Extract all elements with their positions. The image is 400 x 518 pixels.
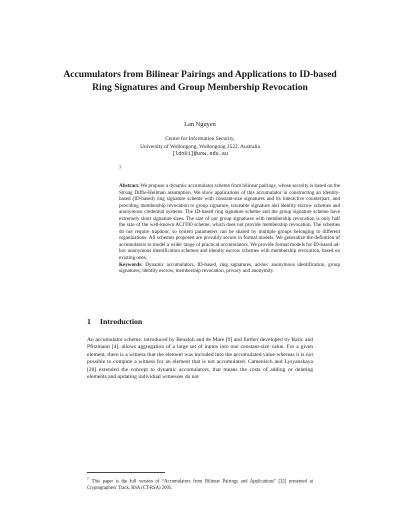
affiliation — [0, 136, 400, 159]
keywords-label: Keywords: — [119, 261, 143, 268]
section-title: Introduction — [99, 317, 143, 326]
footnote-symbol: ? — [87, 477, 89, 481]
footnote-marker: ? — [119, 166, 122, 171]
footnote-rule — [87, 472, 165, 473]
affiliation-line-1: Centre for Information Security, — [165, 136, 235, 142]
introduction-paragraph: An accumulator scheme, introduced by Benaloh and de Mare [9] and further developed by Baric and Pfitzmann [4], allows aggregation of a large set of inputs into one constant-size value. For a given element, there is a witness that the element was included into the accumulated value whereas it is not possible to compute a witness for an element that is not accumulated. Camenisch and Lysyanskaya [20] extended the concept to dynamic accumulators, that means the costs of adding or deleting elements and updating individual witnesses do not — [87, 337, 313, 381]
footnote-text: This paper is the full version of “Accumulators from Bilinear Pairings and Applications” [32] presented at Cryptographers' Track, RSA (CT-RSA) 2005. — [87, 479, 313, 491]
abstract — [119, 183, 340, 275]
abstract-text: We propose a dynamic accumulator scheme from bilinear pairings, whose security is based on the Strong Diffie-Hellman assumption. We show applications of this accumulator in constructing an identity-based (ID-based) ring signature scheme with constant-size signatures and its interactive counterpart, and providing membership revocation to group signature, traceable signature and identity escrow schemes and anonymous credential systems. The ID-based ring signature scheme and the group signature scheme have extremely short signature sizes. The size of our group signatures with membership revocation is only half the size of the well-known ACJT00 scheme, which does not provide membership revocation. The schemes do not require trapdoor, so system parameters can be shared by multiple groups belonging to different organizations. All schemes proposed are provably secure in formal models. We generalize the definition of accumulators to model a wider range of practical accumulators. We provide formal models for ID-based ad-hoc anonymous identification schemes and identity escrow schemes with membership revocation, based on existing ones. — [119, 183, 340, 262]
footnote — [87, 476, 313, 492]
keywords-text: Dynamic accumulators, ID-based, ring signatures, ad-hoc anonymous identification, group signatures, identity escrow, membership revocation, privacy and anonymity. — [119, 261, 340, 275]
section-heading — [87, 317, 142, 326]
affiliation-line-2: University of Wollongong, Wollongong 2522, Australia — [140, 143, 260, 150]
abstract-label: Abstract. — [119, 183, 140, 189]
section-number: 1 — [87, 317, 91, 326]
author-email: [ldn01]@uow.edu.au — [171, 151, 229, 157]
paper-title: Accumulators from Bilinear Pairings and Applications to ID-based Ring Signatures and Group Membership Revocation — [63, 69, 337, 93]
author-name: Lan Nguyen — [184, 121, 216, 128]
